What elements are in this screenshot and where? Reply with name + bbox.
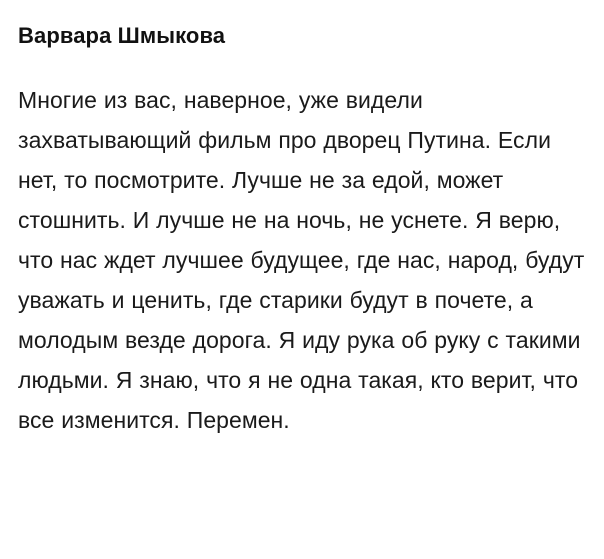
post-author-name: Варвара Шмыкова: [18, 23, 226, 48]
post-body-text: Многие из вас, наверное, уже видели захватывающий фильм про дворец Путина. Если нет, то посмотрите. Лучше не за едой, может стошнить. И лучше не на ночь, не уснете. Я верю, что нас ждет лучшее будущее, где нас, народ, будут уважать и ценить, где старики будут в почете, а молодым везде дорога. Я иду рука об руку с такими людьми. Я знаю, что я не одна такая, кто верит, что все изменится. Перемен.: [18, 87, 585, 433]
